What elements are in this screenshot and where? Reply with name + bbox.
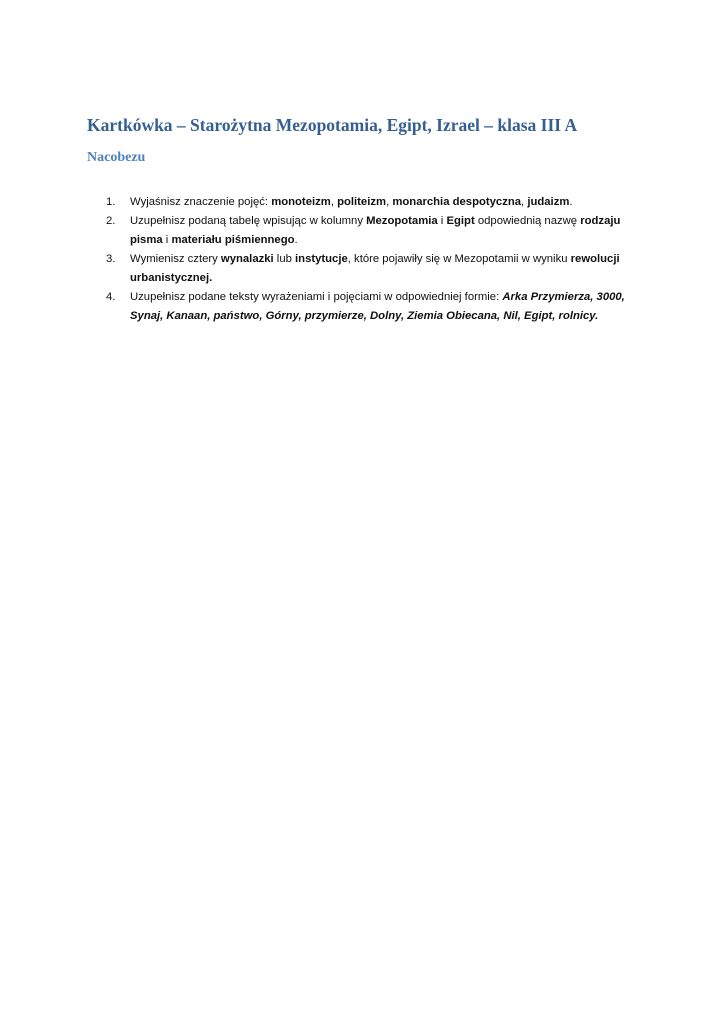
term-judaizm: judaizm: [527, 196, 570, 208]
separator: ,: [521, 196, 528, 208]
item-text: Uzupełnisz podane teksty wyrażeniami i pojęciami w odpowiedniej formie:: [130, 291, 503, 303]
term-monoteizm: monoteizm: [271, 196, 331, 208]
item-text: Wyjaśnisz znaczenie pojęć:: [130, 196, 272, 208]
separator: ,: [386, 196, 393, 208]
term-politeizm: politeizm: [337, 196, 387, 208]
list-item: [106, 288, 646, 326]
term-rewolucji-urbanistycznej: rewolucji urbanistycznej.: [130, 253, 620, 284]
term-rodzaju-pisma: rodzaju pisma: [130, 215, 621, 246]
term-mezopotamia: Mezopotamia: [366, 215, 438, 227]
list-item-number: 4.: [106, 291, 116, 303]
item-text: i: [437, 215, 447, 227]
term-list: Arka Przymierza, 3000, Synaj, Kanaan, państwo, Górny, przymierze, Dolny, Ziemia Obiecana, Nil, Egipt, rolnicy.: [130, 291, 625, 322]
term-monarchia-despotyczna: monarchia despotyczna: [392, 196, 522, 208]
item-text: Wymienisz cztery: [130, 253, 221, 265]
list-item: [106, 250, 646, 288]
page-subtitle: Nacobezu: [87, 150, 146, 165]
task-list: [106, 193, 646, 326]
list-item-number: 1.: [106, 196, 116, 208]
item-text: lub: [273, 253, 296, 265]
separator: ,: [330, 196, 338, 208]
item-text: i: [162, 234, 172, 246]
term-materialu-pismiennego: materiału piśmiennego: [171, 234, 295, 246]
term-instytucje: instytucje: [295, 253, 348, 265]
term-egipt: Egipt: [446, 215, 475, 227]
list-item-number: 2.: [106, 215, 116, 227]
item-text: odpowiednią nazwę: [474, 215, 581, 227]
separator: .: [294, 234, 298, 246]
list-item-number: 3.: [106, 253, 116, 265]
term-wynalazki: wynalazki: [220, 253, 274, 265]
separator: .: [569, 196, 573, 208]
item-text: Uzupełnisz podaną tabelę wpisując w kolumny: [130, 215, 367, 227]
page-title: Kartkówka – Starożytna Mezopotamia, Egipt, Izrael – klasa III A: [87, 115, 578, 135]
item-text: , które pojawiły się w Mezopotamii w wyniku: [347, 253, 571, 265]
list-item: [106, 212, 646, 250]
list-item: [106, 193, 646, 212]
